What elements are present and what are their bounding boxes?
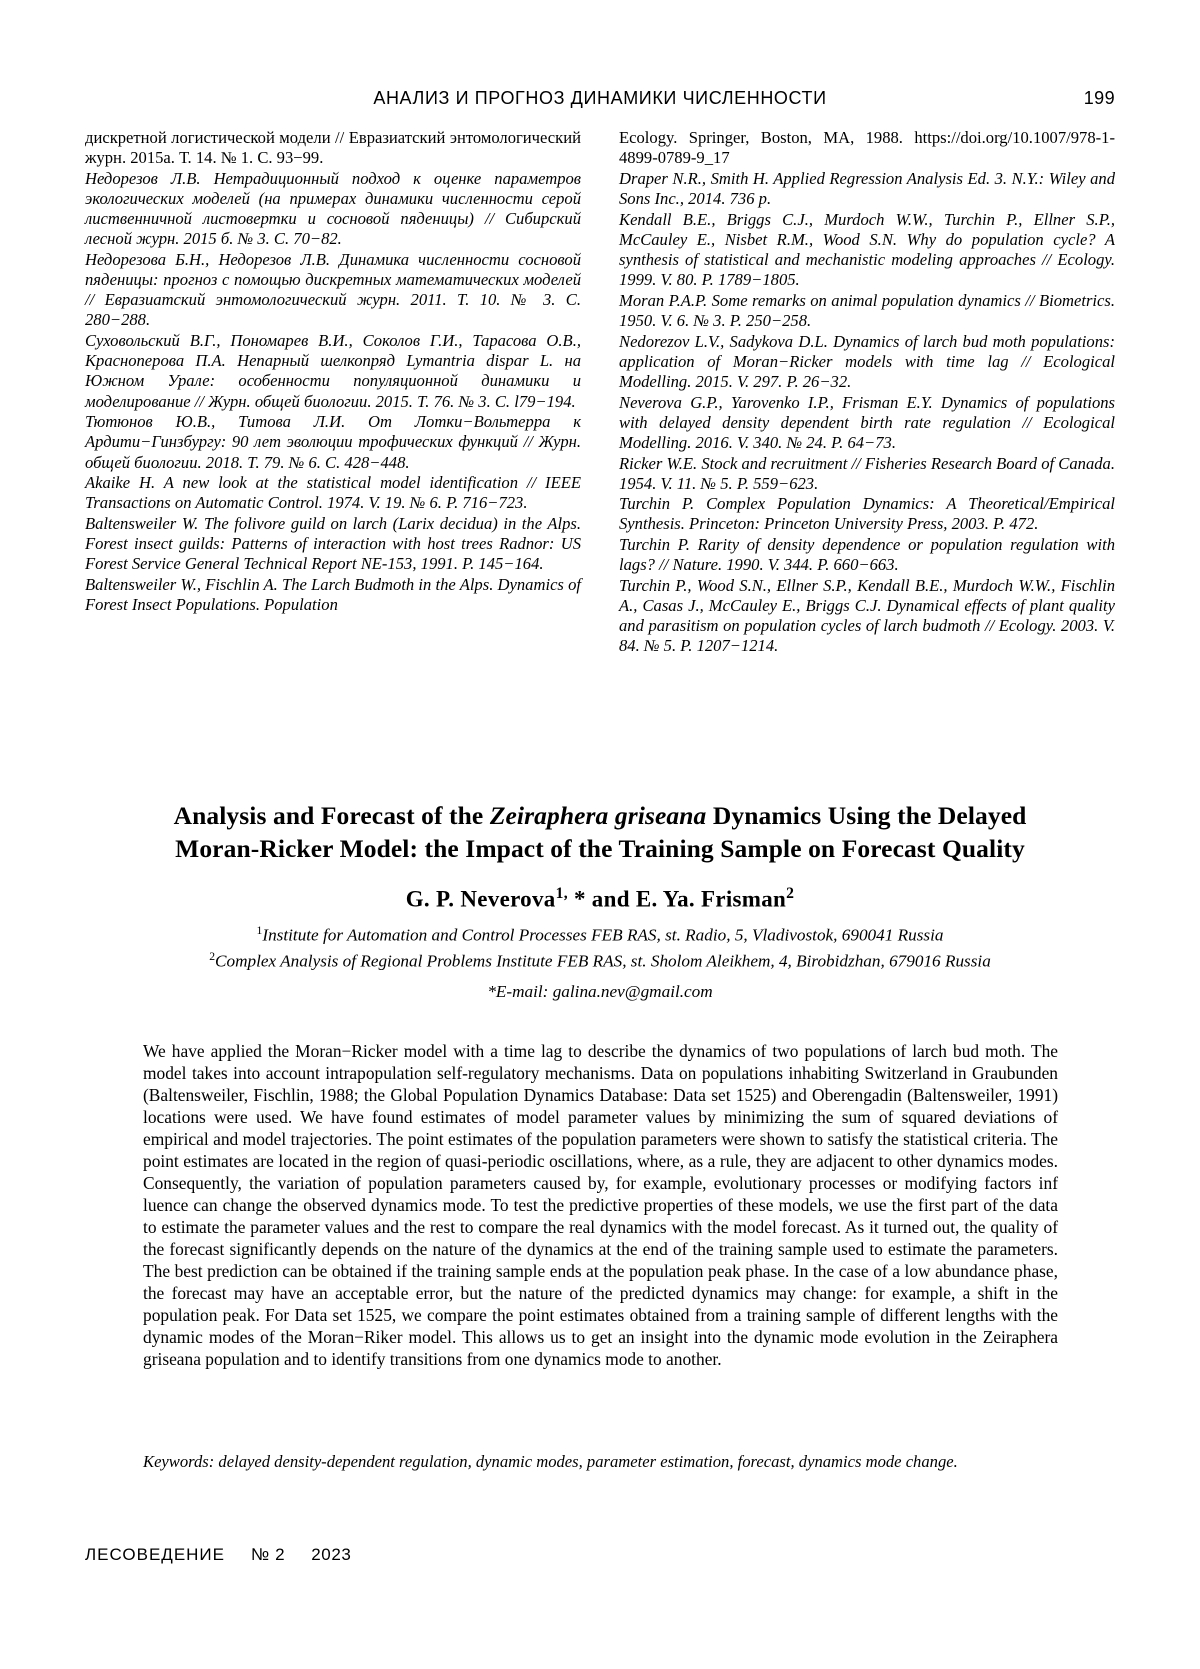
authors-connector: * and E. Ya. Frisman <box>567 886 787 912</box>
reference-item: дискретной логистической модели // Евразиатский энтомологический журн. 2015а. Т. 14. № 1. С. 93−99. <box>85 128 581 168</box>
reference-item: Turchin P. Rarity of density dependence or population regulation with lags? // Nature. 1990. V. 344. P. 660−663. <box>619 535 1115 575</box>
reference-item: Akaike H. A new look at the statistical model identification // IEEE Transactions on Automatic Control. 1974. V. 19. № 6. P. 716−723. <box>85 473 581 513</box>
reference-item: Turchin P., Wood S.N., Ellner S.P., Kendall B.E., Murdoch W.W., Fischlin A., Casas J., McCauley E., Briggs C.J. Dynamical effects of plant quality and parasitism on population cycles of larch budmoth // Ecology. 2003. V. 84. № 5. P. 1207−1214. <box>619 575 1115 656</box>
abstract-text: We have applied the Moran−Ricker model with a time lag to describe the dynamics of two populations of larch bud moth. The model takes into account intrapopulation self-regulatory mechanisms. Data on populations inhabiting Switzerland in Graubunden (Baltensweiler, Fischlin, 1988; the Global Population Dynamics Database: Data set 1525) and Oberengadin (Baltensweiler, 1991) locations were used. We have found estimates of model parameter values by minimizing the sum of squared deviations of empirical and model trajectories. The point estimates of the population parameters were shown to satisfy the statistical criteria. The point estimates are located in the region of quasi-periodic oscillations, where, as a rule, they are adjacent to other dynamics modes. Consequently, the variation of population parameters caused by, for example, evolutionary processes or modifying factors inf​luence can change the observed dynamics mode. To test the predictive properties of these models, we use the first part of the data to estimate the parameter values and the rest to compare the real dynamics with the model forecast. As it turned out, the quality of the forecast significantly depends on the nature of the dynamics at the end of the training sample used to estimate the parameters. The best prediction can be obtained if the training sample ends at the population peak phase. In the case of a low abundance phase, the forecast may have an acceptable error, but the nature of the predicted dynamics may change: for example, a shift in the population peak. For Data set 1525, we compare the point estimates obtained from a training sample of different lengths with the dynamic modes of the Moran−Riker model. This allows us to get an insight into the dynamic mode evolution in the Zeiraphera griseana population and to identify transitions from one dynamics mode to another. <box>143 1041 1058 1370</box>
reference-item: Недорезов Л.В. Нетрадиционный подход к оценке параметров экологических моделей (на примерах динамики численности серой лиственничной листовертки и сосновой пяденицы) // Сибирский лесной журн. 2015 б. № 3. С. 70−82. <box>85 168 581 249</box>
running-head-title: АНАЛИЗ И ПРОГНОЗ ДИНАМИКИ ЧИСЛЕННОСТИ <box>373 88 827 108</box>
reference-item: Draper N.R., Smith H. Applied Regression Analysis Ed. 3. N.Y.: Wiley and Sons Inc., 2014. 736 p. <box>619 168 1115 208</box>
affiliation-one-marker: 1 <box>256 923 263 937</box>
reference-item: Neverova G.P., Yarovenko I.P., Frisman E.Y. Dynamics of populations with delayed density dependent birth rate regulation // Ecological Modelling. 2016. V. 340. № 24. P. 64−73. <box>619 392 1115 452</box>
reference-item: Ecology. Springer, Boston, MA, 1988. https://doi.org/10.1007/978-1-4899-0789-9_17 <box>619 128 1115 168</box>
reference-item: Ricker W.E. Stock and recruitment // Fisheries Research Board of Canada. 1954. V. 11. № 5. P. 559−623. <box>619 453 1115 493</box>
references-left-column <box>85 128 581 657</box>
journal-year: 2023 <box>311 1545 352 1564</box>
page-footer <box>85 1545 685 1565</box>
page-number: 199 <box>1083 88 1115 108</box>
author-one-affil-marker: 1, <box>555 885 568 903</box>
reference-item: Turchin P. Complex Population Dynamics: A Theoretical/Empirical Synthesis. Princeton: Princeton University Press, 2003. P. 472. <box>619 494 1115 534</box>
reference-item: Baltensweiler W., Fischlin A. The Larch Budmoth in the Alps. Dynamics of Forest Insect Populations. Population <box>85 574 581 615</box>
journal-issue: № 2 <box>251 1545 286 1564</box>
affiliation-two-marker: 2 <box>209 950 216 964</box>
affiliation-two <box>110 949 1090 973</box>
article-title-block <box>110 800 1090 1002</box>
reference-item: Недорезова Б.Н., Недорезов Л.В. Динамика численности сосновой пяденицы: прогноз с помощью дискретных математических моделей // Евразиатский энтомологический журн. 2011. Т. 10. № 3. С. 280−288. <box>85 249 581 330</box>
affiliation-one <box>110 923 1090 947</box>
author-two-affil-marker: 2 <box>786 885 795 903</box>
journal-name: ЛЕСОВЕДЕНИЕ <box>85 1545 225 1564</box>
article-title-part1: Analysis and Forecast of the <box>173 801 490 830</box>
article-authors <box>110 885 1090 913</box>
reference-item: Baltensweiler W. The folivore guild on larch (Larix decidua) in the Alps. Forest insect guilds: Patterns of interaction with host trees Radnor: US Forest Service General Technical Report NE-153, 1991. P. 145−164. <box>85 513 581 574</box>
contact-email: *E-mail: galina.nev@gmail.com <box>487 981 713 1001</box>
article-title-line2: Moran-Ricker Model: the Impact of the Training Sample on Forecast Quality <box>175 833 1025 863</box>
references-right-column <box>619 128 1115 657</box>
reference-item: Тютюнов Ю.В., Титова Л.И. От Лотки−Вольтерра к Ардити−Гинзбургу: 90 лет эволюции трофических функций // Журн. общей биологии. 2018. Т. 79. № 6. С. 428−448. <box>85 412 581 472</box>
reference-item: Kendall B.E., Briggs C.J., Murdoch W.W., Turchin P., Ellner S.P., McCauley E., Nisbet R.M., Wood S.N. Why do population cycle? A synthesis of statistical and mechanistic modeling approaches // Ecology. 1999. V. 80. P. 1789−1805. <box>619 209 1115 290</box>
affiliation-two-text: Complex Analysis of Regional Problems Institute FEB RAS, st. Sholom Aleikhem, 4, Birobidzhan, 679016 Russia <box>215 952 991 972</box>
keywords-text: Keywords: delayed density-dependent regulation, dynamic modes, parameter estimation, forecast, dynamics mode change. <box>143 1452 958 1471</box>
article-title-part2: Dynamics Using the Delayed <box>706 801 1027 830</box>
article-title-species: Zeiraphera griseana <box>489 801 707 830</box>
article-title <box>110 800 1090 865</box>
author-one: G. P. Neverova <box>405 886 556 912</box>
references-columns <box>85 128 1115 657</box>
running-head <box>85 88 1115 109</box>
reference-item: Moran P.A.P. Some remarks on animal population dynamics // Biometrics. 1950. V. 6. № 3. P. 250−258. <box>619 290 1115 330</box>
reference-item: Nedorezov L.V., Sadykova D.L. Dynamics of larch bud moth populations: application of Moran−Ricker models with time lag // Ecological Modelling. 2015. V. 297. P. 26−32. <box>619 331 1115 391</box>
affiliation-one-text: Institute for Automation and Control Processes FEB RAS, st. Radio, 5, Vladivostok, 690041 Russia <box>262 925 944 945</box>
reference-item: Суховольский В.Г., Пономарев В.И., Соколов Г.И., Тарасова О.В., Красноперова П.А. Непарный шелкопряд Lymantria dispar L. на Южном Урале: особенности популяционной динамики и моделирование // Журн. общей биологии. 2015. Т. 76. № 3. С. l79−194. <box>85 331 581 411</box>
